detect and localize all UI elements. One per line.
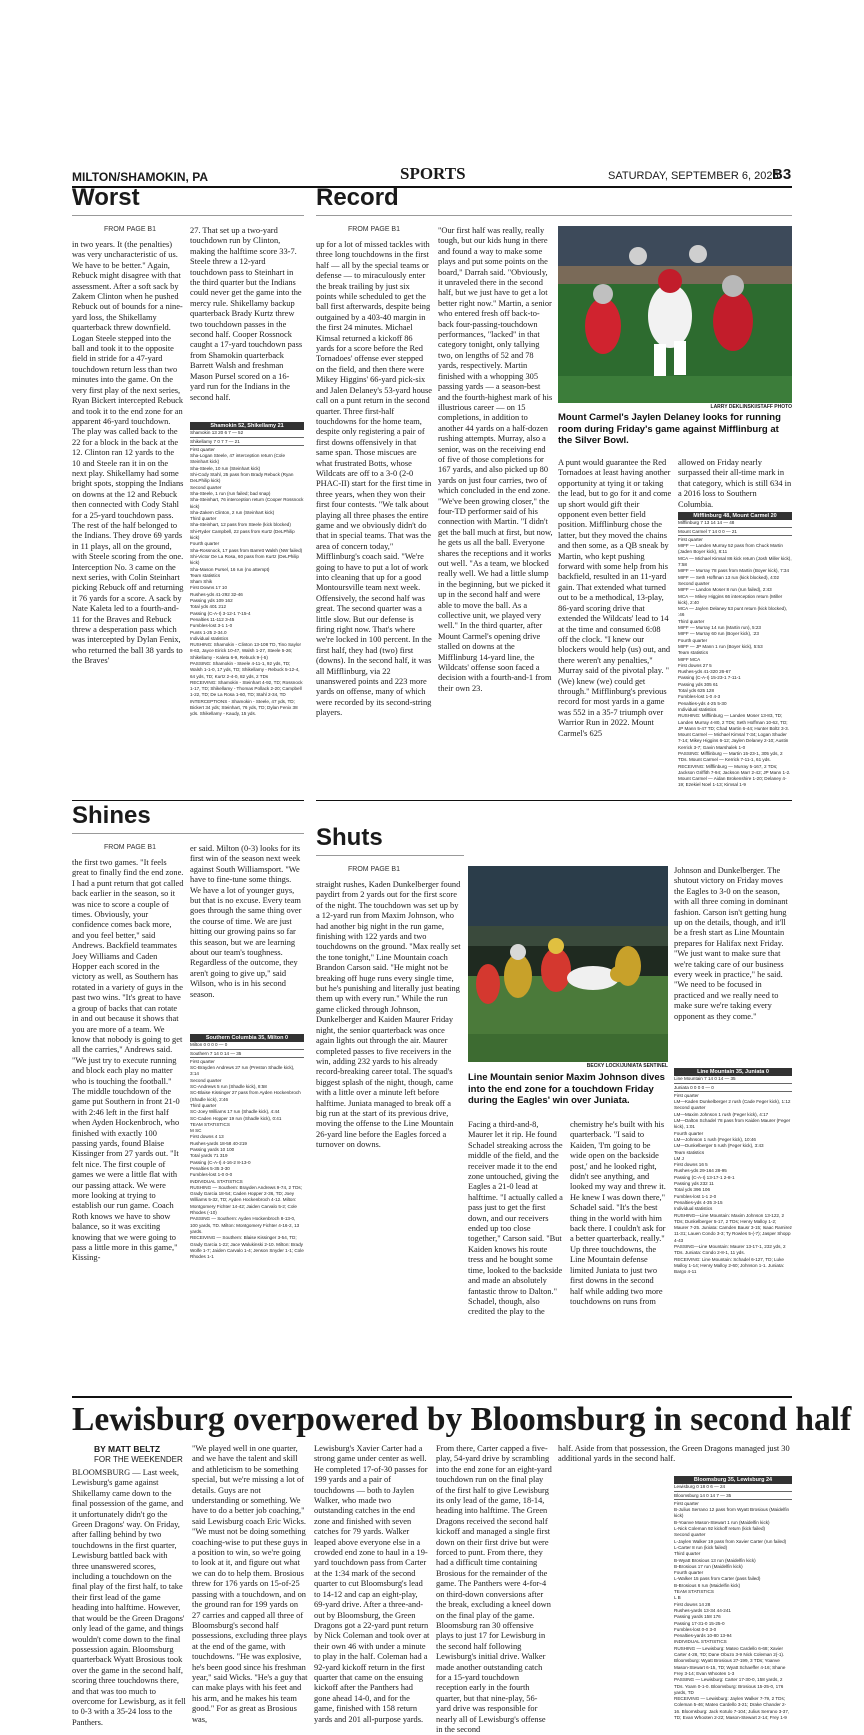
- worst-box-line: Shikellamy 7 0 7 7 — 21: [190, 439, 304, 446]
- shuts-kicker-rule: [316, 855, 464, 856]
- shuts-box-line: PASSING—Line Mountain: Maurer 13-17-1, 232 yds, 2 TDs. Juniata: Condo 2-8-1, 11 yds.: [674, 1244, 786, 1256]
- worst-box-line: Sha-Mason Pursel, 16 run (no attempt): [190, 566, 270, 572]
- shines-box-title: Southern Columbia 35, Milton 0: [190, 1034, 304, 1042]
- record-box-line: MIFF MCA: [678, 656, 701, 662]
- worst-box-line: Sha-Steinhart, 76 interception return (Cooper Rossnock kick): [190, 497, 304, 509]
- lewisburg-text-2: "We played well in one quarter, and we have the talent and skill and athleticism to be something special, but we're missing a lot of details. Guys are not understanding or something. We have to do a better job coaching," said Lewisburg coach Eric Wicks. "We must not be doing something coaching-wise to put these guys in a position to win, so we're going to look at it, and figure out what we can do to help them. Brosious threw for 176 yards on 15-of-25 passing with a touchdown, and on the ground ran for 199 yards on 27 carries and capped all three of Bloomsburg's second half possessions, excluding three plays at the end of the game, with touchdowns. "He was explosive, he's been good since his freshman year," said Wicks. "He's a guy that can make plays with his feet and his arm, and he makes his team good." For as great as Brosious was,: [192, 1444, 308, 1724]
- shines-box-line: First downs 4 13: [190, 1134, 224, 1140]
- worst-box-line: Sha-Steele, 1 run (run failed; bad snap): [190, 490, 271, 496]
- worst-box-line: Total yds 401 212: [190, 604, 227, 610]
- shines-box-line: SC-Joey Williams 17 run (Shadle kick), 4:44: [190, 1109, 280, 1115]
- record-box-line: Fumbles-lost 1-0 4-3: [678, 694, 721, 700]
- shines-box-line: INDIVIDUAL STATISTICS: [190, 1178, 243, 1184]
- record-box-line: Mifflinburg 7 13 14 14 — 48: [678, 520, 792, 527]
- shines-kicker-rule: [72, 833, 304, 834]
- worst-box-line: Passing (C-A-I) 3-12-1 7-15-4: [190, 610, 251, 616]
- worst-box-lines: [190, 430, 304, 717]
- shuts-box-line: LM—Dalton Schadel 78 pass from Kaiden Maurer (Feger kick), 1:01: [674, 1118, 791, 1130]
- record-box-score: [678, 512, 792, 802]
- worst-box-line: Sha-Logan Steele, 47 interception return (Cole Steinhart kick): [190, 453, 285, 465]
- lewisburg-box-score: [674, 1476, 792, 1720]
- lewisburg-box-line: B-Yoanve Mason-Stewart 1 run (Maidelfin kick): [674, 1519, 770, 1525]
- shines-box-line: Fumbles-lost 1-0 0-0: [190, 1172, 233, 1178]
- shuts-box-line: LM—Dunkelberger 5 rush (Feger kick), 3:43: [674, 1143, 764, 1149]
- shines-box-line: Penalties 5-35 3-30: [190, 1165, 230, 1171]
- shines-jump-line: FROM PAGE B1: [104, 844, 156, 851]
- lewisburg-box-line: Rushes-yards 13-34 44-241: [674, 1607, 731, 1613]
- record-photo-image: [558, 226, 792, 403]
- worst-box-line: First quarter: [190, 446, 215, 452]
- worst-box-line: Rushes-yds 41-292 32-46: [190, 591, 243, 597]
- shuts-text-1: straight rushes, Kaden Dunkelberger found paydirt from 2 yards out for the first score of the night. The touchdown was set up by a 12-yard run from Maxim Johnson, who had another big night in the run game, finishing with 122 yards and two touchdowns on the ground. "Max really set the tone tonight," Line Mountain coach Brandon Carson said. "He might not be breaking off huge runs every single time, but he's punishing and literally just beating them up with every run." While the run game clicked through Johnson, Dunkelberger and Kaiden Maurer Friday night, the senior quarterback was once again lights out through the air. Maurer completed passes to five receivers in the win, adding 232 yards to his already record-breaking career total. The squad's biggest splash of the night, though, came with a little over a minute left before halftime. Juniata managed to break off a big run at the start of its previous drive, moving the offense to the Line Mountain 26-yard line before the Eagles forced a turnover on downs.: [316, 880, 461, 1150]
- shuts-box-line: First quarter: [674, 1092, 699, 1098]
- shuts-box-line: First downs 16 5: [674, 1162, 708, 1168]
- record-box-line: Second quarter: [678, 580, 710, 586]
- lewisburg-box-line: INDIVIDUAL STATISTICS: [674, 1639, 727, 1645]
- record-column-2: [438, 226, 554, 800]
- worst-kicker-rule: [72, 215, 304, 216]
- worst-box-line: Punts 1-25 2-34.0: [190, 629, 227, 635]
- shines-column-1: [72, 858, 184, 1394]
- record-box-line: MIFF — Murray 14 run (Martin run), 5:23: [678, 625, 761, 631]
- worst-column-2: [190, 226, 304, 421]
- lewisburg-box-line: Penalties-yards 10-80 13-94: [674, 1633, 732, 1639]
- header-rule: [72, 186, 792, 188]
- worst-box-line: Sham Shik: [190, 579, 213, 585]
- worst-box-line: Second quarter: [190, 484, 222, 490]
- record-photo: [558, 226, 792, 403]
- record-box-line: First downs 27 5: [678, 662, 712, 668]
- record-box-line: MIFF — JP Mann 1 run (Boyer kick), 5:53: [678, 643, 763, 649]
- record-jump-line: FROM PAGE B1: [348, 226, 400, 233]
- shuts-box-line: RECEIVING: Line Mountain: Schadel 6-127, TD; Luke Malloy 1-14; Henry Malloy 2-60; Johnson 1-1. Juniata: Bargo 4-11: [674, 1256, 785, 1275]
- lewisburg-box-line: PASSING — Lewisburg: Carter 17-30-0, 158 yards, 2 TDs. Yoam 0-1-0. Bloomsburg: Brosious 15-25-0, 176 yards, TD: [674, 1677, 784, 1695]
- shuts-box-line: Fourth quarter: [674, 1130, 704, 1136]
- shines-box-line: SC-Blaise Kissinger 27 pass from Ayden Hockenbroch (Shadle kick), 2:46: [190, 1090, 301, 1102]
- worst-box-line: INTERCEPTIONS - Shamokin - Steele, 47 yds, TD; Bickert 34 yds; Steinhart, 76 yds, TD; Dylan Fenix 38 yds. Shikellamy - Kaudy, 15 yds.: [190, 698, 298, 717]
- lewisburg-column-4: [436, 1444, 552, 1734]
- worst-column-1: [72, 240, 184, 798]
- lewisburg-box-line: B-Brosious 6 run (Maidelfin kick): [674, 1582, 741, 1588]
- record-box-line: MCA — Mikey Higgins 66 interception return (Miller kick), 2:40: [678, 593, 783, 605]
- shines-top-rule: [72, 800, 304, 801]
- lewisburg-text-3: Lewisburg's Xavier Carter had a strong game under center as well. He completed 17-of-30 passes for 199 yards and a pair of touchdowns — both to Jaylen Walker, who made two outstanding catches in the end zone and finished with seven catches for 79 yards. Walker leaped above everyone else in a crowded end zone to haul in a 19-yard touchdown pass from Carter at the 1:34 mark of the second quarter to cut Bloomsburg's lead to 14-12 and cap an eight-play, 69-yard drive. After a three-and-out by Bloomsburg, the Green Dragons got a 22-yard punt return by Nick Coleman and took over at their own 46 with under a minute to play in the half. Coleman had a 92-yard kickoff return in the first quarter that came on the ensuing kickoff after the Panthers had gone ahead 14-0, and for the game, finished with 158 return yards and 201 all-purpose yards.: [314, 1444, 430, 1724]
- worst-box-line: First Downs 17 10: [190, 585, 228, 591]
- lewisburg-box-lines: [674, 1484, 792, 1721]
- record-box-line: Penalties-yds 4-25 5-30: [678, 700, 727, 706]
- shuts-box-line: Passing yds 232 11: [674, 1181, 714, 1187]
- worst-box-line: Shi-Cody Stahl, 25 pass from Brady Rebuck (Ryan DeLPhilip kick): [190, 472, 294, 484]
- lewisburg-column-2: [192, 1444, 308, 1724]
- lewisburg-box-line: L-Jaylen Walker 19 pass from Xavier Carter (run failed): [674, 1538, 787, 1544]
- shines-box-lines: [190, 1042, 304, 1260]
- record-box-line: MCA — Michael Kimsal 86 kick return (Josh Miller kick), 7:58: [678, 555, 792, 568]
- shuts-box-title: Line Mountain 35, Juniata 0: [674, 1068, 792, 1076]
- shuts-photo-caption: Line Mountain senior Maxim Johnson dives into the end zone for a touchdown Friday during the Eagles' win over Juniata.: [468, 1072, 665, 1106]
- worst-box-line: Individual statistics: [190, 635, 229, 641]
- shuts-column-2: [468, 1120, 564, 1394]
- record-box-line: RECEIVING: Mifflinburg — Murray 5-167, 2 TDs; Jackson Griffith 7-94; Jackson Marr 2-42; JP Mann 1-2. Mount Carmel — Aidan Brokenshire 1-20; Delaney 4-19; Ezekiel Noel 1-13; Kimsal 1-9: [678, 763, 791, 788]
- shuts-box-line: LM J: [674, 1155, 684, 1161]
- lewisburg-byline: BY MATT BELTZ: [94, 1444, 161, 1454]
- shines-box-line: SC-Caden Hopper 19 run (Shadle kick), 0:41: [190, 1115, 282, 1121]
- shines-box-line: SC-Brayden Andrews 27 run (Preston Shadle kick), 3:14: [190, 1065, 295, 1077]
- record-box-line: Passing yds 305 61: [678, 681, 719, 687]
- shines-box-line: Third quarter: [190, 1102, 217, 1108]
- lewisburg-box-line: B-Brosious 17 run (Maidelfin kick): [674, 1563, 743, 1569]
- shuts-box-line: RUSHING—Line Mountain: Maxim Johnson 13-122, 2 TDs; Dunkelberger 5-17, 2 TDs; Henry Malloy 1-2; Maurer 7-25. Juniata: Camden Bausr 3-15; Isaac Ramirez 11-31; Lauen Condo 3-3; Ty Rowles 5-(-7); Jasper Shopp 4-43: [674, 1212, 792, 1243]
- worst-box-line: RECEIVING: Shamokin - Steinhart 4-92, TD; Rossnock 1-17, TD; Shikellamy - Thomas Pollack 2-20; Campbell 1-22, TD; De La Rosa 1-60, TD; Stahl 2-34, TD: [190, 679, 303, 698]
- lewisburg-box-line: Fumbles-lost 0-0 3-0: [674, 1626, 717, 1632]
- shuts-box-score: [674, 1068, 792, 1394]
- shuts-box-line: Second quarter: [674, 1105, 706, 1111]
- worst-box-line: Fourth quarter: [190, 541, 220, 547]
- lewisburg-box-line: First downs 14 28: [674, 1601, 711, 1607]
- shuts-column-3: [570, 1120, 668, 1394]
- header-location: MILTON/SHAMOKIN, PA: [72, 170, 208, 184]
- shuts-box-lines: [674, 1076, 792, 1275]
- record-kicker-rule: [316, 215, 792, 216]
- record-box-line: Individual statistics: [678, 706, 717, 712]
- record-box-line: PASSING: Mifflinburg — Martin 15-23-1, 305 yds, 2 TDs. Mount Carmel — Kerrick 7-11-1, 61 yds.: [678, 750, 783, 763]
- worst-box-line: Sha-Zakem Clinton, 2 run (Steinhart kick): [190, 509, 275, 515]
- lewisburg-box-line: Bloomsburg 14 0 14 7 — 35: [674, 1493, 792, 1500]
- shuts-box-line: Juniata 0 0 0 0 — 0: [674, 1085, 792, 1092]
- lewisburg-box-line: Second quarter: [674, 1532, 706, 1538]
- worst-text-1: in two years. It (the penalties) was very uncharacteristic of us. We have to be better." Again, Rebuck might disagree with that assessment. After a soft sack by Zakem Clinton when he pushed Rebuck out of bounds for a nine-yard loss, the Shikellamy quarterback threw downfield. Logan Steele stepped into the ball and took it to the opposite field in stride for a 47-yard touchdown return less than two minutes into the game. On the very first play of the next series, Ryan Bickert intercepted Rebuck and took it to the end zone for an apparent 46-yard touchdown. The play was called back to the 22 for a block in the back at the 12. Clinton ran 12 yards to the 10 and Steele ran it in on the next play. Shikellamy had some bright spots, stopping the Indians on downs at the 12 and Rebuck then connected with Cody Stahl for a 25-yard touchdown pass. The rest of the half belonged to the Indians. They drove 69 yards in 11 plays, all on the ground, with Steele scoring from the one. Interception No. 3 came on the next series, with Colin Steinhart picking Rebuck off and returning it 76 yards for a score. A sack by Nate Kaleta led to a fourth-and-11 for the Braves and Rebuck threw a desperation pass which was intercepted by Dylan Fenix, who returned the ball 38 yards to the Braves': [72, 240, 184, 666]
- record-box-line: Mount Carmel 7 14 0 0 — 21: [678, 529, 792, 536]
- record-text-2: "Our first half was really, really tough, but our kids hung in there and found a way to make some plays and put some points on the board," Darrah said. "Obviously, it unraveled there in the second half, but we just have to get a lot better right now." Martin, a senior who entered fresh off back-to-back four-passing-touchdown performances, "lacked" in that category tonight, only tallying two, on lengths of 52 and 78 yards, respectively. Martin finished with a whopping 305 passing yards — a season-best and the fourth-highest mark of his illustrious career — on 15 completions, in addition to another 44 yards on a half-dozen rushing attempts. Murray, also a senior, was on the receiving end of five of those completions for 167 yards, and also picked up 80 yards on just four carries, two of which concluded in the end zone. "We've been growing closer," the four-TD performer said of his connection with Martin. "I didn't get the ball much at first, but now, he gets us all the ball. Everyone shares the receptions and it works out well. "As a team, we blocked really well. We had a little slump in the beginning, but we picked it up in the second half and were able to move the ball. As a collective unit, we played very well." In the third quarter, after Mount Carmel's opening drive stalled on downs at the Mifflinburg 14-yard line, the Wildcats' offense soon faced a decision with a fourth-and-1 from their own 23.: [438, 226, 553, 693]
- shines-box-line: First quarter: [190, 1058, 215, 1064]
- record-text-1: up for a lot of missed tackles with three long touchdowns in the first half — all by the special teams or defense — to miraculously enter the break trailing by just six points while scheduled to get the ball first afterwards, despite being outgained by a 403-40 margin in the first 24 minutes. Michael Kimsal returned a kickoff 86 yards for a score before the Red Tornadoes' offense ever stepped on the field, and then there were Mikey Higgins' 66-yard pick-six and Jalen Delaney's 53-yard house call on a punt return in the second quarter. Three first-half touchdowns for the home team, despite only registering a pair of first downs offensively in that same span. Those miscues are what frustrated Botts, whose Wildcats are off to a 3-0 (2-0 PHAC-II) start for the first time in three years, when they won their first four contests. "We talk about playing all three phases the entire game and we obviously didn't do that in special teams. That was the area of concern today," Mifflinburg's coach said. "We're going to have to put a lot of work into cleaning that up for a good Montoursville team next week. Offensively, the second half was great. The second quarter was a little slow. But our defense is firing right now. That's where we're locked in 100 percent. In the first half, they had (two) first (downs). In the second half, it was all Mifflinburg, via 22 unanswered points and 223 more yards on offense, many of which were recorded by its second-string players.: [316, 240, 432, 718]
- shuts-photo-credit: BECKY LOCK/JUNIATA SENTINEL: [586, 1063, 668, 1069]
- shines-kicker: Shines: [72, 802, 151, 829]
- worst-box-title: Shamokin 52, Shikellamy 21: [190, 422, 304, 430]
- shuts-box-line: Line Mountain 7 14 0 14 — 35: [674, 1076, 792, 1083]
- worst-box-line: PASSING: Shamokin - Steele 4-11-1, 92 yds, TD; Walsh 1-1-0, 17 yds, TD; Shikellamy - Rebuck 5-12-4, 64 yds, TD; Kurtz 2-4-0, 82 yds, 2 TDs: [190, 660, 300, 679]
- record-text-3: A punt would guarantee the Red Tornadoes at least having another opportunity at tying it or taking the lead, but to go for it and come up short would gift their opponent even better field position. Mifflinburg chose the latter, but they moved the chains and then some, as a QB sneak by Martin, who kept pushing forward with some help from his backfield, resulted in an 11-yard gain. That extended what turned out to be a methodical, 13-play, 86-yard scoring drive that extended the Wildcats' lead to 14 at the time and consumed 6:08 off the clock. "I knew our blockers would help (us) out, and there weren't any penalties," Murray said of the pivotal play. "(We) knew (we) could get through." Mifflinburg's previous record for most yards in a game was 552 in a 35-7 triumph over Warrior Run in 2022. Mount Carmel's 625: [558, 458, 672, 738]
- lewisburg-box-line: Fourth quarter: [674, 1570, 704, 1576]
- shuts-box-line: LM—Kaden Dunkelberger 2 rush (Cade Feger kick), 1:12: [674, 1099, 791, 1105]
- lewisburg-column-5: [558, 1444, 792, 1474]
- shuts-box-line: Fumbles-lost 1-1 2-0: [674, 1193, 717, 1199]
- lewisburg-filler: [558, 1476, 668, 1720]
- shines-column-2: [190, 844, 304, 1032]
- lewisburg-box-line: Passing yards 158 176: [674, 1614, 721, 1620]
- record-column-4: [678, 458, 792, 510]
- shuts-text-3: chemistry he's built with his quarterback. "I said to Kaiden, 'I'm going to be wide open on the backside post,' and he looked right, didn't see anything, and looked my way and threw it. He knew I was down there," Schadel said. "It's the best thing in the world with him back there. I couldn't ask for a better quarterback, really." Up three touchdowns, the Line Mountain defense limited Juniata to just two first downs in the second half while adding two more touchdowns on runs from: [570, 1120, 666, 1306]
- record-box-line: First quarter: [678, 536, 703, 542]
- shuts-box-line: Team statistics: [674, 1149, 705, 1155]
- shuts-box-line: LM—Maxim Johnson 1 rush (Feger kick), 4:17: [674, 1111, 769, 1117]
- record-column-3: [558, 458, 672, 800]
- lewisburg-text-1: BLOOMSBURG — Last week, Lewisburg's game against Shikellamy came down to the final possession of the game, and it unfortunately didn't go the Green Dragons' way. On Friday, after falling behind by two touchdowns in the first quarter, Lewisburg battled back with three unanswered scores, including a touchdown on the final play of the first half, to take their first lead of the game heading into halftime. However, that would be the Green Dragons' only lead of the game, and things wouldn't come down to the final possession again. Bloomsburg quarterback Wyatt Brosious took over the game in the second half, scoring three touchdowns there, and that was too much to overcome for Lewisburg, as it fell to 0-3 with a 35-24 loss to the Panthers.: [72, 1468, 186, 1727]
- lewisburg-box-line: RUSHING — Lewisburg: Mateo Cardello 6-68; Xavier Carter 4-28, TD; Dane Obuzo 3-9 Nick Coleman 2(-1). Bloomsburg: Wyatt Brosious 27-199, 3 TDs; Yoanve Mason-Stewart 6-15, TD; Wyatt Schaeffer 4-16; Shane Frey 3-14; Evan Whooten 1-3: [674, 1645, 786, 1676]
- shuts-box-line: Passing (C-A-I) 13-17-1 2-8-1: [674, 1174, 735, 1180]
- worst-box-line: Sha-Steinhart, 12 pass from Steele (kick blocked): [190, 522, 291, 528]
- shines-text-2: er said. Milton (0-3) looks for its first win of the season next week against South Williamsport. "We have to fine-tune some things. We have a lot of younger guys, but that is no excuse. Every team goes through the same thing over the course of time. We are just hitting our growing pains so far this season, but we are learning about our team's toughness. Regardless of the outcome, they aren't going to give up," said Wilson, who is in his second season.: [190, 844, 302, 999]
- record-box-line: Fourth quarter: [678, 637, 708, 643]
- worst-box-line: Shamokin 13 20 6 7 — 52: [190, 430, 304, 437]
- shuts-text-4: Johnson and Dunkelberger. The shutout victory on Friday moves the Eagles to 3-0 on the season, with all three coming in dominant fashion. Carson isn't getting hung up on the details, though, and it'll be a fresh start as Line Mountain prepares for Halifax next Friday. "We just want to make sure that we're taking care of our business every week in practice," he said. "We need to be focused in practiced and we really need to make sure we're taking every opponent as they come.": [674, 866, 788, 1021]
- shines-box-line: M SC: [190, 1128, 202, 1134]
- lewisburg-box-line: Third quarter: [674, 1551, 701, 1557]
- lewisburg-box-line: L-Carter 8 run (kick failed): [674, 1544, 728, 1550]
- shines-box-line: RUSHING — Southern: Brayden Andrews 9-74, 2 TDs; Grady Garcia 18-54; Caden Hopper 2-36, TD; Joey Williams 5-32, TD; Ayden Hockenbroch 4-12. Milton: Montgomery Fichter 14-42; Jaiden Carvalo 5-2; Cole Rhodes (-10): [190, 1184, 302, 1216]
- shines-box-line: TEAM STATISTICS: [190, 1121, 230, 1127]
- lewisburg-headline: Lewisburg overpowered by Bloomsburg in second half: [72, 1401, 852, 1438]
- shuts-box-line: Individual statistics: [674, 1206, 713, 1212]
- shines-box-line: Second quarter: [190, 1077, 222, 1083]
- worst-box-line: Passing yds 109 162: [190, 598, 233, 604]
- shuts-column-4: [674, 866, 792, 1066]
- header-page-number: B3: [772, 166, 792, 183]
- shines-box-line: Passing (C-A-I) 4-16-2 8-13-0: [190, 1159, 251, 1165]
- worst-box-line: RUSHING: Shamokin - Clinton 13-108 TD, Tino Saylor 8-63, Jayce Eirick 10-47, Walsh 1-27, Steele 5-26; Shikellamy - Kaleta 6-9, Rebuck 9-(-5): [190, 642, 301, 660]
- shuts-box-line: Total yds 396 106: [674, 1187, 711, 1193]
- lewisburg-sub-byline: FOR THE WEEKENDER: [94, 1455, 183, 1464]
- lewisburg-box-line: B-Wyatt Brosious 13 run (Maidelfin kick): [674, 1557, 756, 1563]
- shines-box-line: PASSING — Southern: Ayden Hockenbroch 8-13-0, 100 yards, TD. Milton: Montgomery Fichter 4-16-2, 13 yards.: [190, 1216, 300, 1234]
- worst-kicker: Worst: [72, 184, 140, 211]
- shuts-box-line: Penalties-yds 4-35 3-15: [674, 1199, 723, 1205]
- worst-box-line: Shi-Victor De La Rosa, 60 pass from Kurtz (DeLPhilip kick): [190, 553, 299, 566]
- record-box-line: MIFF — Murray 78 pass from Martin (Boyer kick), 7:34: [678, 568, 790, 574]
- shuts-text-2: Facing a third-and-8, Maurer let it rip. He found Schadel streaking across the middle of the field, and the receiver made it to the end zone untouched, giving the Eagles a 21-0 lead at halftime. "I actually called a pass just to get the first down, and our receivers ended up too close together," Carson said. "But Kaiden knows his route tress and he bought some time, looked to the backside and made an absolutely fantastic throw to Dalton." Schadel, though, also credited the play to the: [468, 1120, 563, 1317]
- lewisburg-box-line: L B: [674, 1595, 681, 1601]
- lewisburg-box-title: Bloomsburg 35, Lewisburg 24: [674, 1476, 792, 1484]
- record-box-title: Mifflinburg 48, Mount Carmel 20: [678, 512, 792, 520]
- lewisburg-column-1: [72, 1468, 186, 1727]
- record-box-line: Third quarter: [678, 618, 705, 624]
- shuts-kicker: Shuts: [316, 824, 383, 851]
- shuts-box-line: LM—Johnson 1 rush (Feger kick), 10:46: [674, 1136, 756, 1142]
- record-box-line: MIFF — Landen Murray 52 pass from Chuck Martin (Jaden Boyer kick), 8:11: [678, 543, 783, 555]
- worst-box-line: Shi-Ryder Campbell, 22 pass from Kurtz (DeLPhilip kick): [190, 528, 295, 541]
- record-box-line: MCA — Jaylen Delaney 53 punt return (kick blocked), :46: [678, 606, 788, 618]
- worst-box-line: Sha-Steele, 10 run (Steinhart kick): [190, 465, 261, 471]
- header-section: SPORTS: [400, 164, 466, 183]
- record-box-line: Rushes-yds 41-320 26-67: [678, 669, 731, 675]
- record-column-1: [316, 240, 432, 800]
- lewisburg-box-line: Lewisburg 0 18 0 6 — 24: [674, 1484, 792, 1491]
- shines-box-score: [190, 1034, 304, 1394]
- worst-box-score: [190, 422, 304, 798]
- shuts-top-rule: [316, 800, 792, 801]
- lewisburg-box-line: Passing 17-31-0 15-25-0: [674, 1620, 725, 1626]
- lewisburg-box-line: L-Nick Coleman 92 kickoff return (kick failed): [674, 1526, 766, 1532]
- lewisburg-box-line: L-Walker 15 pass from Carter (pass failed): [674, 1576, 761, 1582]
- record-box-line: Total yds 625 128: [678, 688, 715, 694]
- lewisburg-column-3: [314, 1444, 430, 1724]
- worst-box-line: Sha-Rossnock, 17 pass from Barrett Walsh (NW failed): [190, 547, 303, 553]
- record-box-line: MIFF — Landon Moser 8 run (run failed), 2:43: [678, 587, 772, 593]
- lewisburg-text-5: half. Aside from that possession, the Green Dragons managed just 30 additional yards in the second half.: [558, 1444, 790, 1464]
- lewisburg-text-4: From there, Carter capped a five-play, 54-yard drive by scrambling into the end zone for an eight-yard touchdown run on the final play of the first half to give Lewisburg its only lead of the game, 18-14, heading into halftime. The Green Dragons received the second half kickoff and managed a single first down on their first drive but were forced to punt. From there, they had a difficult time containing Brosious for the remainder of the game. The Panthers were 4-for-4 on third-down conversions after the break, excluding a kneel down on the final play of the game. Bloomsburg ran 30 offensive plays to just 17 for Lewisburg in the second half following Lewisburg's initial drive. Walker made another outstanding catch for a 15-yard touchdown reception early in the fourth quarter, but that nine-play, 56-yard drive was responsible for nearly all of Lewisburg's offense in the second: [436, 1444, 552, 1734]
- lewisburg-box-line: RECEIVING — Lewisburg: Jaylen Walker 7-79, 2 TDs; Coleman 5-46; Mateo Cardello 3-21; Drake Chander 2-16. Bloomsburg: Jack Kotulo 7-104; Julius Serrano 3-37, TD; Evan Whooten 2-22; Mason-Stewart 2-14; Frey 1-9: [674, 1696, 790, 1720]
- lewisburg-photo-area: [558, 1476, 668, 1720]
- shuts-box-line: Rushes-yds 29-164 28-95: [674, 1168, 727, 1174]
- record-text-4: allowed on Friday nearly surpassed their all-time mark in that category, which is still 634 in a 2016 loss to Southern Columbia.: [678, 458, 792, 509]
- lewisburg-box-line: TEAM STATISTICS: [674, 1589, 714, 1595]
- lewisburg-top-rule: [72, 1396, 792, 1398]
- shines-box-line: Milton 0 0 0 0 — 0: [190, 1042, 304, 1049]
- shines-text-1: the first two games. "It feels great to finally find the end zone. I had a punt return that got called back earlier in the season, so it was nice to score a couple of times. Obviously, your confidence comes back more, and you feel better," said Andrews. Backfield teammates Joey Williams and Caden Hopper each scored in the victory as well, as Southern has rotated in a variety of guys in the past two wins. "It's great to have a group of backs that can rotate in and out because it shows that you are more of a team. We know that nobody is going to get all the carries," Andrews said. "We just try to execute running and block each play no matter who is touching the football." The middle touchdown of the game put Southern in front 21-0 with 2:46 left in the first half when Ayden Hockenbroch, who finished with exactly 100 passing yards, found Blaise Kissinger from 27 yards out. "It felt nice. The first couple of games we were a little flat with our passing attack. We were more looking at trying to establish our run game. Coach Roth knows we have to show balance, so it was exciting knowing that we were going to pass a little more in this game," Kissing-: [72, 858, 184, 1263]
- record-box-line: Passing (C-A-I) 15-23-1 7-11-1: [678, 675, 741, 681]
- worst-text-2: 27. That set up a two-yard touchdown run by Clinton, making the halftime score 33-7. Steele threw a 12-yard touchdown pass to Steinhart in the third quarter but the Indians could never get the game into the mercy rule. Shikellamy backup quarterback Brady Kurtz threw two touchdown passes in the second half. Cooper Rossnock caught a 17-yard touchdown pass from Shamokin quarterback Barrett Walsh and freshman Mason Pursel scored on a 16-yard run for the Indians in the second half.: [190, 226, 303, 402]
- record-box-line: MIFF — Murray 60 run (Boyer kick), :23: [678, 631, 759, 637]
- record-box-line: Team statistics: [678, 650, 709, 656]
- shines-box-line: Total yards 71 319: [190, 1153, 228, 1159]
- worst-box-line: Third quarter: [190, 516, 217, 522]
- worst-box-line: Fumbles-lost 3-1 1-0: [190, 623, 233, 629]
- record-photo-credit: LARRY DEKLINSKI/STAFF PHOTO: [710, 404, 792, 410]
- shuts-jump-line: FROM PAGE B1: [348, 866, 400, 873]
- record-box-line: MIFF — Seth Hoffman 13 run (kick blocked), 4:02: [678, 574, 780, 580]
- record-kicker: Record: [316, 184, 399, 211]
- lewisburg-box-line: B-Julius Serrano 12 pass from Wyatt Brosious (Maidelfin kick): [674, 1507, 790, 1519]
- shuts-column-1: [316, 880, 462, 1394]
- shines-box-line: SC-Andrews 5 run (Shadle kick), 8:58: [190, 1084, 267, 1090]
- header-date: SATURDAY, SEPTEMBER 6, 2025: [608, 170, 779, 182]
- worst-jump-line: FROM PAGE B1: [104, 226, 156, 233]
- shines-box-line: Southern 7 14 0 14 — 35: [190, 1051, 304, 1058]
- worst-box-line: Penalties 11-112 3-45: [190, 616, 235, 622]
- shines-box-line: RECEIVING — Southern: Blaise Kissinger 3-54, TD; Grady Garcia 1-22; Jace Walukinski 2-10. Milton: Brady Wolfe 1-7; Jaiden Carvalo 1-4; Jenson Snyder 1-1; Cole Rhodes 1-1: [190, 1235, 304, 1260]
- lewisburg-box-line: First quarter: [674, 1500, 699, 1506]
- shines-box-line: Passing yards 10 100: [190, 1147, 235, 1153]
- record-photo-caption: Mount Carmel's Jaylen Delaney looks for running room during Friday's game against Mifflinburg at the Silver Bowl.: [558, 412, 781, 446]
- shuts-photo-image: [468, 866, 668, 1062]
- record-box-line: RUSHING: Mifflinburg — Landen Moser 13-83, TD; Landen Murray 4-80, 2 TDs; Seth Hoffman 10-62, TD; JP Mann 5-47 TD; Chad Martin 6-44; Hunter Boltz 3-3. Mount Carmel — Michael Kimsal 7-34; Logan Shuder 7-14; Mikey Higgins 6-12; Jaylen Delaney 2-10; Austin Kerrick 3-7; Gavin Marshalek 1-0: [678, 713, 789, 750]
- worst-box-line: Team statistics: [190, 572, 221, 578]
- shines-box-line: Rushes-yards 18-58 40-219: [190, 1140, 247, 1146]
- record-box-lines: [678, 520, 792, 788]
- shuts-photo: [468, 866, 668, 1062]
